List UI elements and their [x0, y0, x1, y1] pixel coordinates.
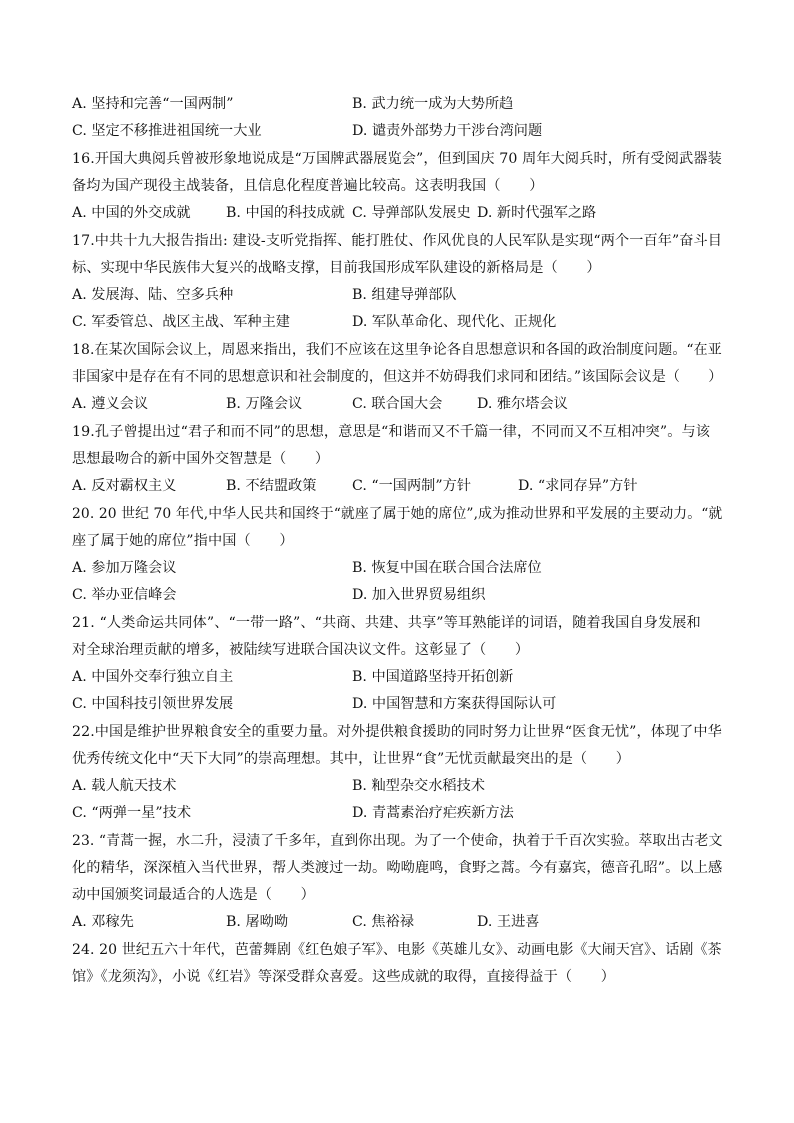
q17-stem-line-2: 标、实现中华民族伟大复兴的战略支撑，目前我国形成军队建设的新格局是（ ） — [72, 260, 601, 276]
q18-option-d: D. 雅尔塔会议 — [477, 396, 568, 412]
q21-option-b: B. 中国道路坚持开拓创新 — [352, 669, 514, 685]
q18-stem-line-1: 18.在某次国际会议上，周恩来指出，我们不应该在这里争论各自思想意识和各国的政治制度问题。“在亚 — [72, 342, 722, 358]
q22-option-c: C. “两弹一星”技术 — [72, 805, 192, 821]
q19-option-a: A. 反对霸权主义 — [72, 478, 177, 494]
q20-option-c: C. 举办亚信峰会 — [72, 587, 177, 603]
q22-stem-line-1: 22.中国是维护世界粮食安全的重要力量。对外提供粮食援助的同时努力让世界“医食无忧”，体现了中华 — [72, 724, 722, 740]
q18-option-c: C. 联合国大会 — [352, 396, 443, 412]
q17-option-c: C. 军委管总、战区主战、军种主建 — [72, 314, 290, 330]
q21-stem-line-2: 对全球治理贡献的增多，被陆续写进联合国决议文件。这彰显了（ ） — [72, 642, 530, 658]
q20-stem-line-2: 座了属于她的席位”指中国（ ） — [72, 533, 294, 549]
q15-option-d: D. 谴责外部势力干涉台湾问题 — [352, 123, 543, 139]
q16-option-a: A. 中国的外交成就 — [72, 205, 191, 221]
q20-option-d: D. 加入世界贸易组织 — [352, 587, 486, 603]
q16-stem-line-1: 16.开国大典阅兵曾被形象地说成是“万国牌武器展览会”，但到国庆 70 周年大阅兵时，所有受阅武器装 — [72, 151, 722, 167]
q16-option-b: B. 中国的科技成就 — [226, 205, 345, 221]
q21-stem-line-1: 21. “人类命运共同体”、“一带一路”、“共商、共建、共享”等耳熟能详的词语，随着我国自身发展和 — [72, 615, 701, 631]
q19-option-d: D. “求同存异”方针 — [518, 478, 638, 494]
q23-option-b: B. 屠呦呦 — [226, 914, 289, 930]
q20-stem-line-1: 20. 20 世纪 70 年代,中华人民共和国终于“就座了属于她的席位”,成为推动世界和平发展的主要动力。“就 — [72, 506, 723, 522]
q24-stem-line-2: 馆》《龙须沟》，小说《红岩》等深受群众喜爱。这些成就的取得，直接得益于（ ） — [72, 969, 616, 985]
q19-stem-line-2: 思想最吻合的新中国外交智慧是（ ） — [72, 451, 330, 467]
q22-stem-line-2: 优秀传统文化中“天下大同”的崇高理想。其中，让世界“食”无忧贡献最突出的是（ ） — [72, 751, 631, 767]
q16-stem-line-2: 备均为国产现役主战装备，且信息化程度普遍比较高。这表明我国（ ） — [72, 178, 544, 194]
q17-stem-line-1: 17.中共十九大报告指出: 建设-支听党指挥、能打胜仗、作风优良的人民军队是实现“两个一百年”奋斗目 — [72, 233, 723, 249]
q20-option-a: A. 参加万隆会议 — [72, 560, 177, 576]
q20-option-b: B. 恢复中国在联合国合法席位 — [352, 560, 542, 576]
q16-option-c: C. 导弹部队发展史 — [352, 205, 471, 221]
q19-stem-line-1: 19.孔子曾提出过“君子和而不同”的思想，意思是“和谐而又不千篇一律，不同而又不互相冲突”。与该 — [72, 424, 711, 440]
q17-option-d: D. 军队革命化、现代化、正规化 — [352, 314, 557, 330]
q17-option-b: B. 组建导弹部队 — [352, 287, 457, 303]
q23-stem-line-2: 化的精华，深深植入当代世界，帮人类渡过一劫。呦呦鹿鸣，食野之蒿。今有嘉宾，德音孔昭”。以上感 — [72, 860, 723, 876]
q18-option-a: A. 遵义会议 — [72, 396, 149, 412]
q18-option-b: B. 万隆会议 — [226, 396, 303, 412]
q23-option-a: A. 邓稼先 — [72, 914, 134, 930]
q21-option-a: A. 中国外交奉行独立自主 — [72, 669, 234, 685]
q22-option-a: A. 载人航天技术 — [72, 778, 177, 794]
q17-option-a: A. 发展海、陆、空多兵种 — [72, 287, 234, 303]
q19-option-c: C. “一国两制”方针 — [352, 478, 472, 494]
q23-option-c: C. 焦裕禄 — [352, 914, 414, 930]
q15-option-a: A. 坚持和完善“一国两制” — [72, 96, 234, 112]
q21-option-c: C. 中国科技引领世界发展 — [72, 696, 234, 712]
q22-option-b: B. 籼型杂交水稻技术 — [352, 778, 485, 794]
q15-option-b: B. 武力统一成为大势所趋 — [352, 96, 514, 112]
q19-option-b: B. 不结盟政策 — [226, 478, 317, 494]
q18-stem-line-2: 非国家中是存在有不同的思想意识和社会制度的，但这并不妨碍我们求同和团结。”该国际会议是（ ） — [72, 369, 723, 385]
q23-stem-line-3: 动中国颁奖词最适合的人选是（ ） — [72, 887, 315, 903]
q15-option-c: C. 坚定不移推进祖国统一大业 — [72, 123, 262, 139]
q21-option-d: D. 中国智慧和方案获得国际认可 — [352, 696, 557, 712]
q16-option-d: D. 新时代强军之路 — [477, 205, 597, 221]
q22-option-d: D. 青蒿素治疗疟疾新方法 — [352, 805, 514, 821]
q24-stem-line-1: 24. 20 世纪五六十年代，芭蕾舞剧《红色娘子军》、电影《英雄儿女》、动画电影《大闹天宫》、话剧《茶 — [72, 942, 722, 958]
q23-option-d: D. 王进喜 — [477, 914, 540, 930]
q23-stem-line-1: 23. “青蒿一握，水二升，浸渍了千多年，直到你出现。为了一个使命，执着于千百次实验。萃取出古老文 — [72, 833, 723, 849]
